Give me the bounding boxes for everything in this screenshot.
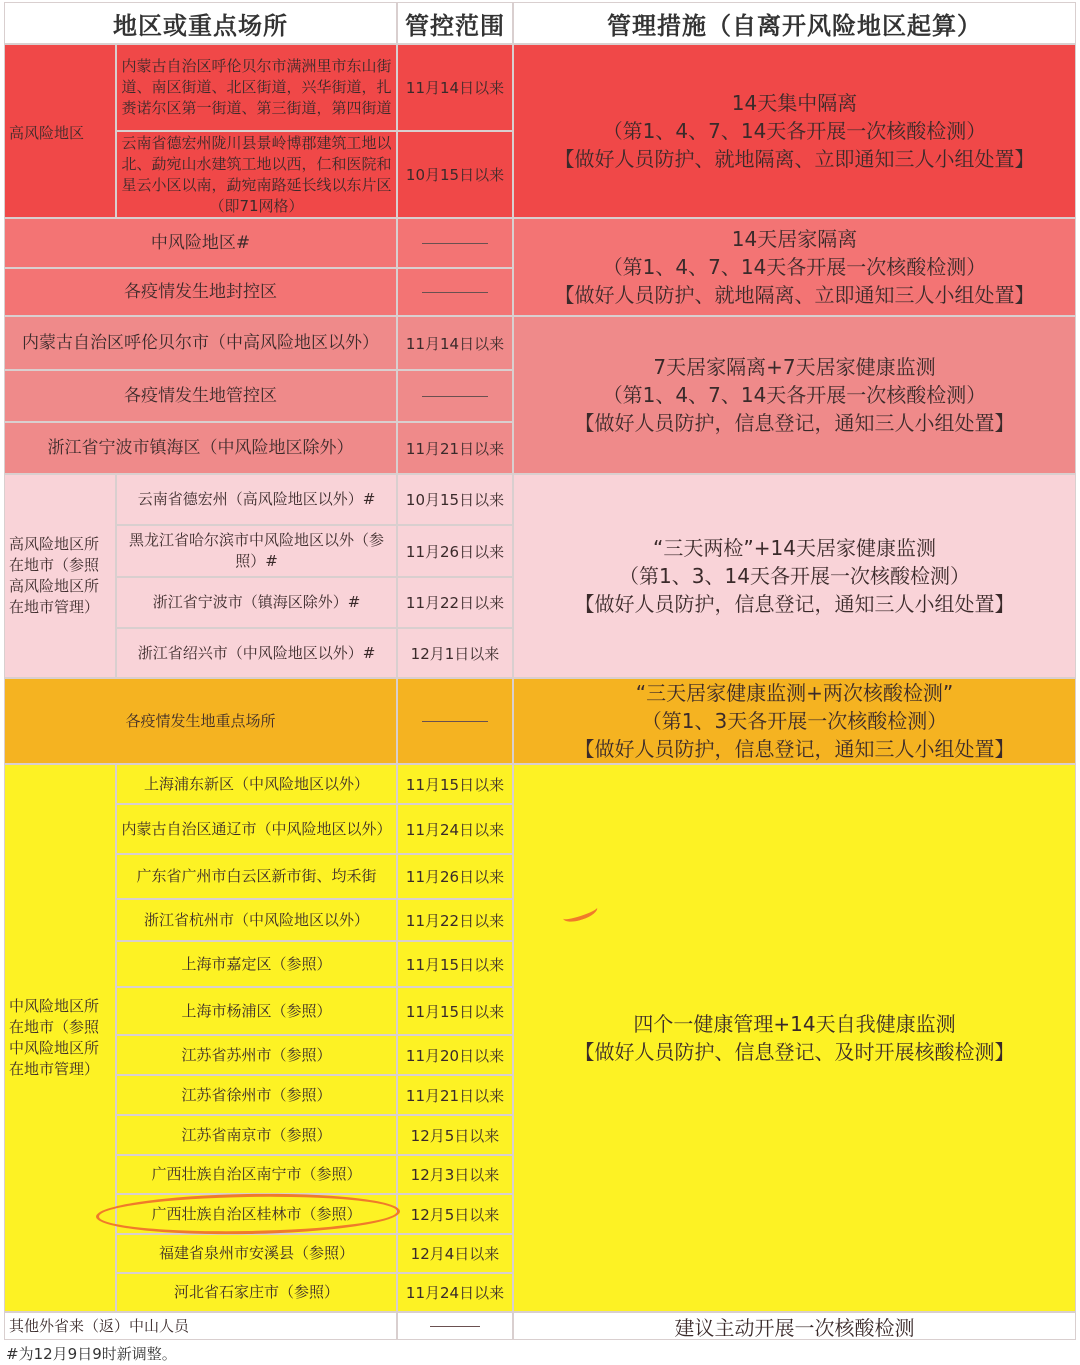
measure-7-plus-7: 7天居家隔离+7天居家健康监测 （第1、4、7、14天各开展一次核酸检测） 【做好人员防护，信息登记，通知三人小组处置】: [513, 316, 1076, 474]
row-area: 上海市嘉定区（参照）: [116, 941, 397, 987]
row-area: 广西壮族自治区南宁市（参照）: [116, 1155, 397, 1194]
row-area: 江苏省苏州市（参照）: [116, 1035, 397, 1075]
measure-home-quarantine: 14天居家隔离 （第1、4、7、14天各开展一次核酸检测） 【做好人员防护、就地隔离、立即通知三人小组处置】: [513, 218, 1076, 316]
group-mid-risk-city: 中风险地区所在地市（参照中风险地区所在地市管理）: [4, 764, 116, 1312]
measure-home-health-monitoring: “三天居家健康监测+两次核酸检测” （第1、3天各开展一次核酸检测） 【做好人员防护，信息登记，通知三人小组处置】: [513, 678, 1076, 764]
row-area: 其他外省来（返）中山人员: [4, 1312, 397, 1340]
row-range-dash: [397, 268, 513, 316]
row-area: 河北省石家庄市（参照）: [116, 1273, 397, 1312]
row-range: 11月26日以来: [397, 525, 513, 577]
row-range: 11月24日以来: [397, 804, 513, 854]
row-range: 11月20日以来: [397, 1035, 513, 1075]
row-range: 12月5日以来: [397, 1115, 513, 1155]
row-range-dash: [397, 218, 513, 268]
row-area: 上海市杨浦区（参照）: [116, 987, 397, 1035]
row-area: 内蒙古自治区呼伦贝尔市满洲里市东山街道、南区街道、北区街道，兴华街道，扎赉诺尔区第一街道、第三街道，第四街道: [116, 44, 397, 131]
measure-centralized-quarantine: 14天集中隔离 （第1、4、7、14天各开展一次核酸检测） 【做好人员防护、就地隔离、立即通知三人小组处置】: [513, 44, 1076, 218]
measure-self-health-monitoring: 四个一健康管理+14天自我健康监测 【做好人员防护、信息登记、及时开展核酸检测】: [513, 764, 1076, 1312]
header-measures: 管理措施（自离开风险地区起算）: [513, 2, 1076, 44]
row-range: 11月24日以来: [397, 1273, 513, 1312]
row-range: 11月22日以来: [397, 899, 513, 941]
row-area: 各疫情发生地重点场所: [4, 678, 397, 764]
row-range: 11月15日以来: [397, 764, 513, 804]
row-area: 黑龙江省哈尔滨市中风险地区以外（参照）#: [116, 525, 397, 577]
row-range-dash: [397, 1312, 513, 1340]
row-range-dash: [397, 370, 513, 422]
row-area: 福建省泉州市安溪县（参照）: [116, 1234, 397, 1273]
footnote: #为12月9日9时新调整。: [6, 1345, 177, 1363]
row-range: 11月26日以来: [397, 854, 513, 899]
group-high-risk-city: 高风险地区所在地市（参照高风险地区所在地市管理）: [4, 474, 116, 678]
row-area: 浙江省杭州市（中风险地区以外）: [116, 899, 397, 941]
row-range: 11月14日以来: [397, 44, 513, 131]
row-area: 广东省广州市白云区新市街、均禾街: [116, 854, 397, 899]
row-area: 江苏省南京市（参照）: [116, 1115, 397, 1155]
row-range: 10月15日以来: [397, 131, 513, 218]
row-range: 11月15日以来: [397, 987, 513, 1035]
row-range: 10月15日以来: [397, 474, 513, 525]
row-range: 12月1日以来: [397, 628, 513, 678]
group-high-risk: 高风险地区: [4, 44, 116, 218]
row-range: 11月15日以来: [397, 941, 513, 987]
measure-voluntary-test: 建议主动开展一次核酸检测: [513, 1312, 1076, 1340]
row-area: 各疫情发生地封控区: [4, 268, 397, 316]
row-area: 江苏省徐州市（参照）: [116, 1075, 397, 1115]
row-area-highlighted: 广西壮族自治区桂林市（参照）: [116, 1194, 397, 1234]
row-area: 上海浦东新区（中风险地区以外）: [116, 764, 397, 804]
risk-area-table: [4, 2, 1076, 1340]
row-area: 中风险地区#: [4, 218, 397, 268]
header-area: 地区或重点场所: [4, 2, 397, 44]
row-area: 云南省德宏州陇川县景岭博郡建筑工地以北、勐宛山水建筑工地以西，仁和医院和星云小区以南，勐宛南路延长线以东片区（即71网格）: [116, 131, 397, 218]
row-area: 浙江省绍兴市（中风险地区以外）#: [116, 628, 397, 678]
row-range: 12月5日以来: [397, 1194, 513, 1234]
row-area: 各疫情发生地管控区: [4, 370, 397, 422]
measure-three-day-two-test: “三天两检”+14天居家健康监测 （第1、3、14天各开展一次核酸检测） 【做好人员防护，信息登记，通知三人小组处置】: [513, 474, 1076, 678]
row-range: 11月14日以来: [397, 316, 513, 370]
row-area: 内蒙古自治区通辽市（中风险地区以外）: [116, 804, 397, 854]
row-range-dash: [397, 678, 513, 764]
row-range: 11月21日以来: [397, 1075, 513, 1115]
row-area: 云南省德宏州（高风险地区以外）#: [116, 474, 397, 525]
row-range: 12月3日以来: [397, 1155, 513, 1194]
row-range: 11月21日以来: [397, 422, 513, 474]
row-area: 内蒙古自治区呼伦贝尔市（中高风险地区以外）: [4, 316, 397, 370]
header-range: 管控范围: [397, 2, 513, 44]
row-area: 浙江省宁波市镇海区（中风险地区除外）: [4, 422, 397, 474]
row-range: 11月22日以来: [397, 577, 513, 628]
row-area: 浙江省宁波市（镇海区除外）#: [116, 577, 397, 628]
row-range: 12月4日以来: [397, 1234, 513, 1273]
